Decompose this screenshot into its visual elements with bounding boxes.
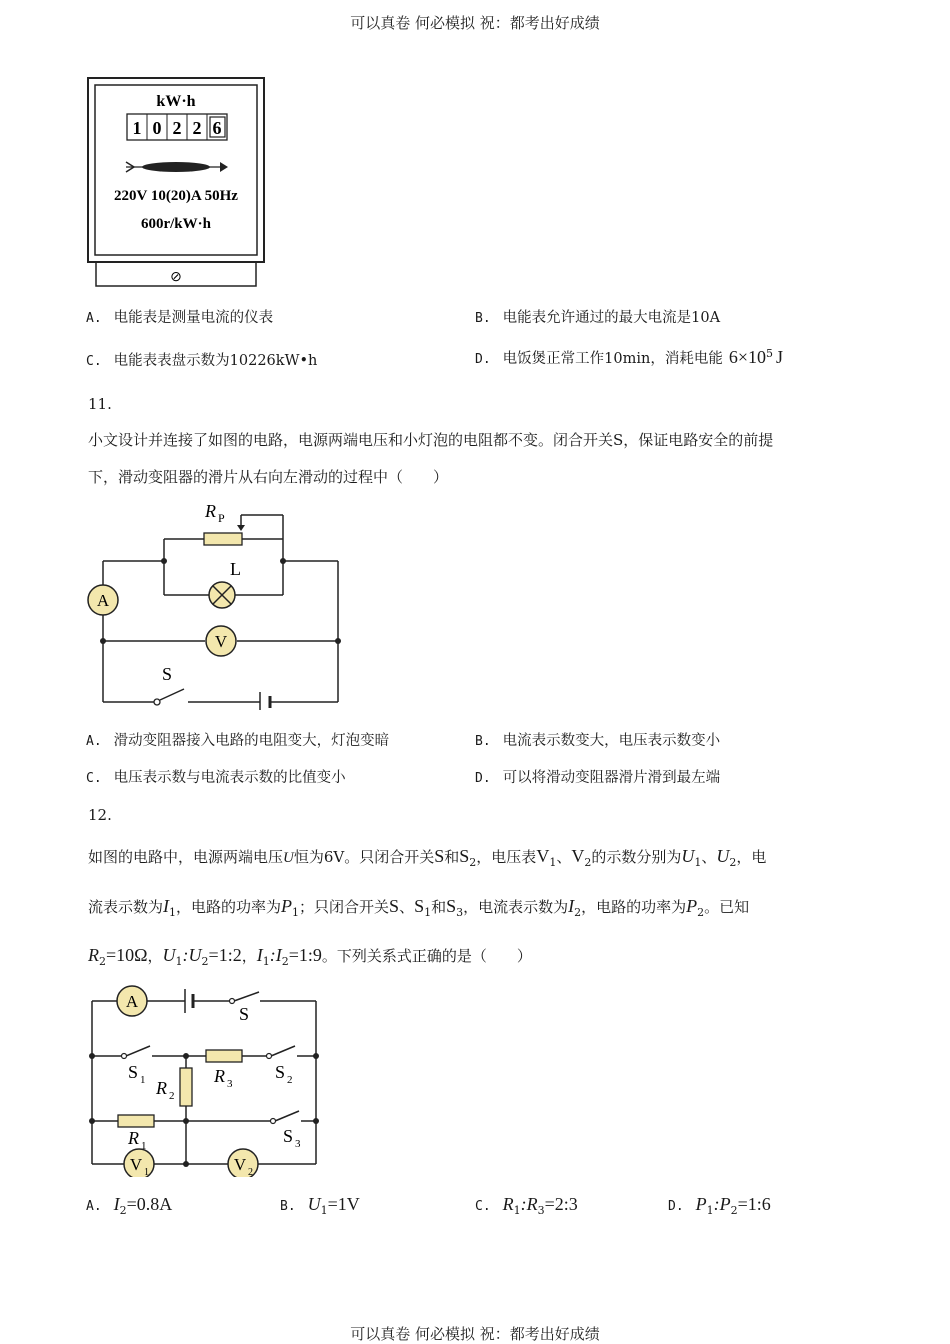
q12-option-a[interactable]: A. $I_2=0.8A$ [86, 1194, 173, 1217]
q12-label-a: A [125, 992, 139, 1011]
q11-option-d[interactable]: D. 可以将滑动变阻器滑片滑到最左端 [475, 770, 721, 786]
meter-digit-5: 6 [212, 118, 222, 138]
q12-label-s3: S [283, 1126, 294, 1146]
svg-text:1: 1 [141, 1140, 147, 1152]
q11-stem-line1: 小文设计并连接了如图的电路，电源两端电压和小灯泡的电阻都不变。闭合开关S，保证电路安全的前提 [88, 431, 774, 449]
q12-resistor-r1 [118, 1115, 154, 1127]
q11-label-l: L [230, 559, 241, 579]
q11-label-a: A [96, 591, 110, 610]
q12-circuit-figure [84, 982, 324, 1177]
q10-option-b[interactable]: B. 电能表允许通过的最大电流是10A [475, 310, 721, 326]
svg-text:2: 2 [169, 1090, 175, 1102]
meter-rate: 600r/kW·h [140, 216, 212, 232]
q12-resistor-r3 [206, 1050, 242, 1062]
q11-option-c[interactable]: C. 电压表示数与电流表示数的比值变小 [86, 770, 346, 786]
svg-text:1: 1 [140, 1074, 146, 1086]
q11-number: 11. [88, 395, 112, 413]
meter-screw-icon: ⊘ [170, 270, 182, 285]
meter-digit-4: 2 [192, 118, 202, 138]
page-header: 可以真卷 何必模拟 祝：都考出好成绩 [350, 14, 600, 32]
meter-disc [142, 162, 210, 172]
meter-digit-2: 0 [152, 118, 162, 138]
svg-text:2: 2 [248, 1167, 253, 1177]
q12-label-r1: R [128, 1128, 139, 1148]
energy-meter-figure [86, 76, 268, 288]
meter-spec: 220V 10(20)A 50Hz [114, 188, 238, 204]
q11-rheostat-slider [237, 525, 245, 531]
q11-circuit-figure [84, 495, 354, 710]
q12-stem-line3: $R_2=10\Omega$，$U_1:U_2=1:2$，$I_1:I_2=1:9$。下列关系式正确的是（ ） [88, 945, 532, 968]
q10-option-c[interactable]: C. 电能表表盘示数为10226kW•h [86, 353, 318, 369]
q12-label-s2: S [275, 1062, 286, 1082]
q11-label-v: V [214, 632, 228, 651]
q12-label-v2: V [233, 1155, 247, 1174]
q12-label-r3: R [214, 1066, 225, 1086]
q10-option-d[interactable]: D. 电饭煲正常工作10min，消耗电能 $6\times 10^5$ J [475, 347, 784, 367]
svg-text:3: 3 [227, 1078, 233, 1090]
q12-resistor-r2 [180, 1068, 192, 1106]
q12-stem-line1: 如图的电路中，电源两端电压U恒为6V。只闭合开关S和$S_2$，电压表$V_1$、$V_2$的示数分别为$U_1$、$U_2$，电 [88, 846, 767, 869]
page-footer: 可以真卷 何必模拟 祝：都考出好成绩 [350, 1325, 600, 1343]
q11-rheostat [204, 533, 242, 545]
q11-option-a[interactable]: A. 滑动变阻器接入电路的电阻变大，灯泡变暗 [86, 733, 390, 749]
svg-text:2: 2 [287, 1074, 293, 1086]
svg-text:1: 1 [144, 1167, 149, 1177]
q10-option-a[interactable]: A. 电能表是测量电流的仪表 [86, 310, 274, 326]
q11-option-b[interactable]: B. 电流表示数变大，电压表示数变小 [475, 733, 721, 749]
q12-number: 12. [88, 806, 112, 824]
svg-text:P: P [218, 511, 225, 525]
q12-stem-line2: 流表示数为$I_1$，电路的功率为$P_1$；只闭合开关S、$S_1$和$S_3$，电流表示数为$I_2$，电路的功率为$P_2$。已知 [88, 896, 750, 919]
q12-option-b[interactable]: B. $U_1=1V$ [280, 1194, 360, 1217]
q12-label-v1: V [129, 1155, 143, 1174]
q12-label-s: S [239, 1004, 250, 1024]
meter-digit-3: 2 [172, 118, 182, 138]
q11-label-rp: R [205, 501, 216, 521]
q12-option-d[interactable]: D. $P_1:P_2=1:6$ [668, 1194, 771, 1217]
svg-text:3: 3 [295, 1138, 301, 1150]
q12-label-r2: R [156, 1078, 167, 1098]
meter-unit: kW·h [156, 93, 196, 110]
q12-option-c[interactable]: C. $R_1:R_3=2:3$ [475, 1194, 578, 1217]
meter-digit-1: 1 [132, 118, 142, 138]
q11-label-s: S [162, 664, 173, 684]
q12-label-s1: S [128, 1062, 139, 1082]
q11-stem-line2: 下，滑动变阻器的滑片从右向左滑动的过程中（ ） [88, 468, 449, 486]
